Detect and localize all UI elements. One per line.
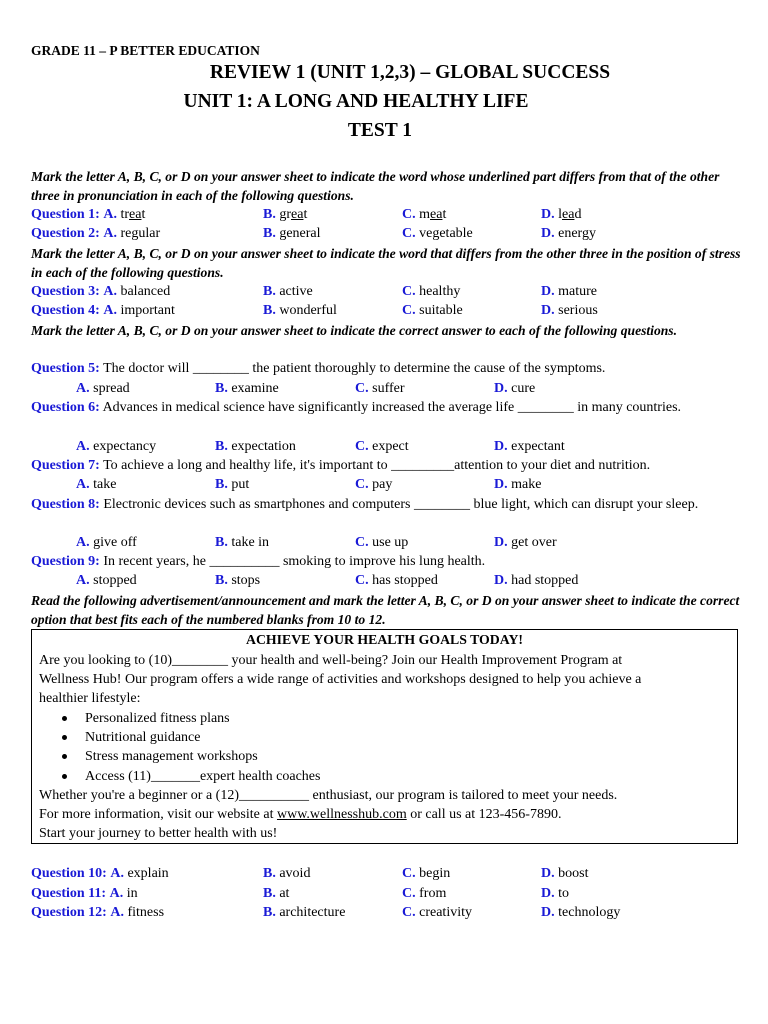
option-letter: A. xyxy=(103,284,117,299)
review-title: REVIEW 1 (UNIT 1,2,3) – GLOBAL SUCCESS xyxy=(209,62,611,83)
question-11 xyxy=(31,884,751,904)
option-a: give off xyxy=(93,535,137,550)
option-c: creativity xyxy=(419,905,472,920)
question-8-options xyxy=(31,533,751,553)
option-letter: D. xyxy=(494,439,508,454)
question-label: Question 10: xyxy=(31,866,107,881)
option-letter: B. xyxy=(215,477,228,492)
question-6 xyxy=(31,398,746,417)
option-a: take xyxy=(93,477,117,492)
option-letter: A. xyxy=(76,573,90,588)
bullet-item xyxy=(32,747,632,766)
option-d: get over xyxy=(511,535,557,550)
option-letter: C. xyxy=(355,381,369,396)
question-9-options xyxy=(31,571,751,591)
option-c: meat xyxy=(419,207,447,222)
unit-title: UNIT 1: A LONG AND HEALTHY LIFE xyxy=(183,91,529,112)
option-a: expectancy xyxy=(93,439,157,454)
option-b: avoid xyxy=(279,866,311,881)
advertisement-line: Wellness Hub! Our program offers a wide range of activities and workshops designed to help you achieve a xyxy=(39,672,642,687)
website-link[interactable]: www.wellnesshub.com xyxy=(276,807,407,822)
option-c: pay xyxy=(372,477,393,492)
option-letter: B. xyxy=(215,439,228,454)
option-a: spread xyxy=(93,381,130,396)
bullet-item xyxy=(32,767,632,786)
bullet-icon xyxy=(62,735,67,740)
option-letter: D. xyxy=(541,226,555,241)
option-letter: C. xyxy=(355,573,369,588)
option-c: has stopped xyxy=(372,573,438,588)
stress-instruction: Mark the letter A, B, C, or D on your answer sheet to indicate the word that differs from the other three in the position of stress in each of the following questions. xyxy=(31,246,741,281)
option-letter: D. xyxy=(541,207,555,222)
advertisement-box xyxy=(31,629,738,844)
option-letter: C. xyxy=(402,866,416,881)
option-d: cure xyxy=(511,381,536,396)
option-letter: A. xyxy=(103,226,117,241)
advertisement-instruction: Read the following advertisement/announcement and mark the letter A, B, C, or D on your answer sheet to indicate the correct option that best fits each of the numbered blanks from 10 to 12. xyxy=(31,593,740,628)
contact-text: or call us at 123-456-7890. xyxy=(406,807,562,822)
option-letter: C. xyxy=(402,303,416,318)
option-letter: A. xyxy=(76,381,90,396)
option-c: use up xyxy=(372,535,409,550)
advertisement-title: ACHIEVE YOUR HEALTH GOALS TODAY! xyxy=(245,632,524,647)
option-b: examine xyxy=(231,381,279,396)
option-letter: C. xyxy=(402,284,416,299)
option-letter: B. xyxy=(215,535,228,550)
option-letter: C. xyxy=(402,226,416,241)
question-1 xyxy=(31,205,751,225)
option-letter: B. xyxy=(263,886,276,901)
option-letter: A. xyxy=(103,207,117,222)
question-8 xyxy=(31,495,746,514)
option-d: energy xyxy=(558,226,596,241)
option-c: healthy xyxy=(419,284,461,299)
bullet-icon xyxy=(62,774,67,779)
pronunciation-instruction: Mark the letter A, B, C, or D on your answer sheet to indicate the word whose underlined part differs from that of the other three in pronunciation in each of the following questions. xyxy=(31,169,720,204)
question-text: Advances in medical science have significantly increased the average life ________ in many countries. xyxy=(99,400,682,415)
option-a: stopped xyxy=(93,573,137,588)
option-letter: C. xyxy=(355,477,369,492)
option-letter: C. xyxy=(355,535,369,550)
option-letter: A. xyxy=(76,477,90,492)
option-d: expectant xyxy=(511,439,565,454)
bullet-text: Stress management workshops xyxy=(85,749,258,764)
option-letter: D. xyxy=(494,535,508,550)
option-d: had stopped xyxy=(511,573,579,588)
question-text: The doctor will ________ the patient thoroughly to determine the cause of the symptoms. xyxy=(99,361,606,376)
option-a: in xyxy=(126,886,138,901)
option-letter: B. xyxy=(263,905,276,920)
question-10 xyxy=(31,864,751,884)
question-text: To achieve a long and healthy life, it's important to _________attention to your diet and nutrition. xyxy=(99,458,651,473)
option-letter: B. xyxy=(263,226,276,241)
option-b: general xyxy=(279,226,321,241)
option-c: expect xyxy=(372,439,409,454)
option-letter: A. xyxy=(76,535,90,550)
option-c: from xyxy=(419,886,447,901)
question-label: Question 8: xyxy=(31,497,100,512)
question-5 xyxy=(31,359,746,378)
option-letter: D. xyxy=(541,905,555,920)
question-label: Question 5: xyxy=(31,361,100,376)
question-12 xyxy=(31,903,751,923)
option-letter: B. xyxy=(263,284,276,299)
option-letter: D. xyxy=(494,477,508,492)
option-a: regular xyxy=(120,226,161,241)
bullet-item xyxy=(32,709,632,728)
question-label: Question 11: xyxy=(31,886,107,901)
option-letter: B. xyxy=(263,303,276,318)
question-3 xyxy=(31,282,751,302)
question-label: Question 7: xyxy=(31,458,100,473)
option-letter: A. xyxy=(109,886,124,901)
option-b: take in xyxy=(231,535,270,550)
question-text: Electronic devices such as smartphones and computers ________ blue light, which can disrupt your sleep. xyxy=(99,497,699,512)
bullet-text: Personalized fitness plans xyxy=(85,711,230,726)
advertisement-line: Are you looking to (10)________ your health and well-being? Join our Health Improvement Program at xyxy=(39,653,623,668)
option-d: lead xyxy=(558,207,582,222)
option-letter: B. xyxy=(215,381,228,396)
question-label: Question 3: xyxy=(31,284,100,299)
option-b: expectation xyxy=(231,439,296,454)
option-letter: A. xyxy=(103,303,117,318)
option-c: begin xyxy=(419,866,451,881)
option-b: put xyxy=(231,477,250,492)
bullet-text: Nutritional guidance xyxy=(85,730,201,745)
advertisement-line: Whether you're a beginner or a (12)__________ enthusiast, our program is tailored to meet your needs. xyxy=(39,788,618,803)
option-a: fitness xyxy=(127,905,165,920)
question-label: Question 4: xyxy=(31,303,100,318)
option-b: at xyxy=(279,886,290,901)
bullet-icon xyxy=(62,716,67,721)
option-d: make xyxy=(511,477,542,492)
test-title: TEST 1 xyxy=(347,120,413,141)
option-d: serious xyxy=(558,303,598,318)
option-letter: D. xyxy=(541,303,555,318)
bullet-icon xyxy=(62,754,67,759)
option-letter: B. xyxy=(263,207,276,222)
question-label: Question 1: xyxy=(31,207,100,222)
question-7 xyxy=(31,456,746,475)
advertisement-contact-line xyxy=(39,805,561,824)
option-b: wonderful xyxy=(279,303,337,318)
option-d: boost xyxy=(558,866,589,881)
question-label: Question 12: xyxy=(31,905,107,920)
option-letter: D. xyxy=(494,573,508,588)
school-label: GRADE 11 – P BETTER EDUCATION xyxy=(31,43,260,58)
option-b: great xyxy=(279,207,308,222)
option-d: to xyxy=(558,886,570,901)
question-label: Question 2: xyxy=(31,226,100,241)
option-letter: D. xyxy=(541,886,555,901)
option-a: important xyxy=(120,303,175,318)
contact-text: For more information, visit our website at xyxy=(39,807,277,822)
question-5-options xyxy=(31,379,751,399)
option-letter: C. xyxy=(355,439,369,454)
option-c: suffer xyxy=(372,381,405,396)
option-letter: A. xyxy=(110,905,124,920)
option-letter: D. xyxy=(541,866,555,881)
question-text: In recent years, he __________ smoking to improve his lung health. xyxy=(99,554,486,569)
option-letter: D. xyxy=(494,381,508,396)
option-b: active xyxy=(279,284,313,299)
question-4 xyxy=(31,301,751,321)
option-letter: B. xyxy=(263,866,276,881)
option-letter: C. xyxy=(402,207,416,222)
option-b: stops xyxy=(231,573,261,588)
question-label: Question 6: xyxy=(31,400,100,415)
advertisement-line: healthier lifestyle: xyxy=(39,691,141,706)
question-7-options xyxy=(31,475,751,495)
option-c: suitable xyxy=(419,303,463,318)
question-label: Question 9: xyxy=(31,554,100,569)
option-letter: A. xyxy=(76,439,90,454)
option-letter: A. xyxy=(110,866,124,881)
option-letter: C. xyxy=(402,886,416,901)
option-letter: D. xyxy=(541,284,555,299)
question-6-options xyxy=(31,437,751,457)
option-a: explain xyxy=(127,866,169,881)
option-b: architecture xyxy=(279,905,346,920)
option-letter: C. xyxy=(402,905,416,920)
option-letter: B. xyxy=(215,573,228,588)
advertisement-line: Start your journey to better health with us! xyxy=(39,826,278,841)
option-a: treat xyxy=(120,207,146,222)
bullet-text: Access (11)_______expert health coaches xyxy=(85,769,321,784)
option-a: balanced xyxy=(120,284,171,299)
question-2 xyxy=(31,224,751,244)
question-9 xyxy=(31,552,746,571)
option-d: mature xyxy=(558,284,597,299)
correct-answer-instruction: Mark the letter A, B, C, or D on your answer sheet to indicate the correct answer to each of the following questions. xyxy=(31,323,677,338)
option-c: vegetable xyxy=(419,226,473,241)
option-d: technology xyxy=(558,905,621,920)
bullet-item xyxy=(32,728,632,747)
